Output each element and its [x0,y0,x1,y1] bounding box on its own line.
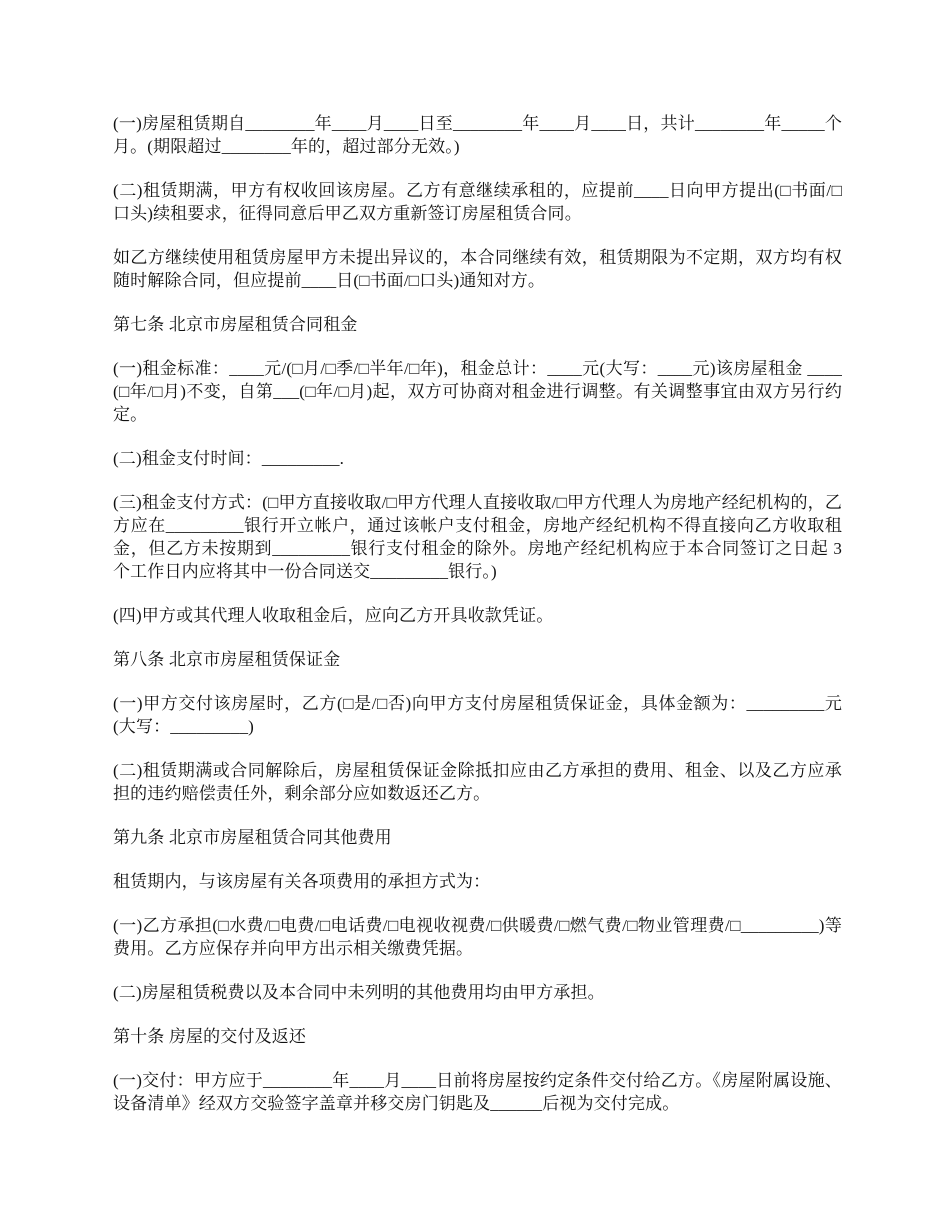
tenant-expenses-paragraph: (一)乙方承担(□水费/□电费/□电话费/□电视收视费/□供暖费/□燃气费/□物业管理费/□_________)等费用。乙方应保存并向甲方出示相关缴费凭据。 [113,916,842,958]
article-9-heading: 第九条 北京市房屋租赁合同其他费用 [113,828,392,847]
deposit-return-paragraph: (二)租赁期满或合同解除后，房屋租赁保证金除抵扣应由乙方承担的费用、租金、以及乙方应承担的违约赔偿责任外，剩余部分应如数返还乙方。 [113,761,842,803]
rent-payment-time-paragraph: (二)租金支付时间：_________. [113,449,345,468]
handover-paragraph: (一)交付：甲方应于________年____月____日前将房屋按约定条件交付给乙方。《房屋附属设施、设备清单》经双方交验签字盖章并移交房门钥匙及______后视为交付完成。 [113,1071,842,1113]
expenses-intro-paragraph: 租赁期内，与该房屋有关各项费用的承担方式为： [113,872,491,891]
landlord-taxes-paragraph: (二)房屋租赁税费以及本合同中未列明的其他费用均由甲方承担。 [113,983,605,1002]
rent-receipt-paragraph: (四)甲方或其代理人收取租金后，应向乙方开具收款凭证。 [113,606,554,625]
rent-standard-paragraph: (一)租金标准：____元/(□月/□季/□半年/□年)，租金总计：____元(大写：____元)该房屋租金 ____(□年/□月)不变，自第___(□年/□月)起，双方可协商对租金进行调整。有关调整事宜由双方另行约定。 [113,359,842,424]
lease-renewal-paragraph: (二)租赁期满，甲方有权收回该房屋。乙方有意继续承租的，应提前____日向甲方提出(□书面/□口头)续租要求，征得同意后甲乙双方重新签订房屋租赁合同。 [113,181,842,223]
indefinite-term-paragraph: 如乙方继续使用租赁房屋甲方未提出异议的，本合同继续有效，租赁期限为不定期，双方均有权随时解除合同，但应提前____日(□书面/□口头)通知对方。 [113,248,842,290]
article-8-heading: 第八条 北京市房屋租赁保证金 [113,650,341,669]
lease-term-paragraph: (一)房屋租赁期自________年____月____日至________年____月____日，共计________年_____个月。(期限超过________年的，超过部分无效。) [113,114,842,156]
rent-payment-method-paragraph: (三)租金支付方式：(□甲方直接收取/□甲方代理人直接收取/□甲方代理人为房地产经纪机构的，乙方应在_________银行开立帐户，通过该帐户支付租金，房地产经纪机构不得直接向乙方收取租金，但乙方未按期到_________银行支付租金的除外。房地产经纪机构应于本合同签订之日起 3 个工作日内应将其中一份合同送交_________银行。) [113,493,842,581]
article-7-heading: 第七条 北京市房屋租赁合同租金 [113,315,358,334]
deposit-amount-paragraph: (一)甲方交付该房屋时，乙方(□是/□否)向甲方支付房屋租赁保证金，具体金额为：_________元(大写：_________) [113,694,842,736]
article-10-heading: 第十条 房屋的交付及返还 [113,1027,307,1046]
